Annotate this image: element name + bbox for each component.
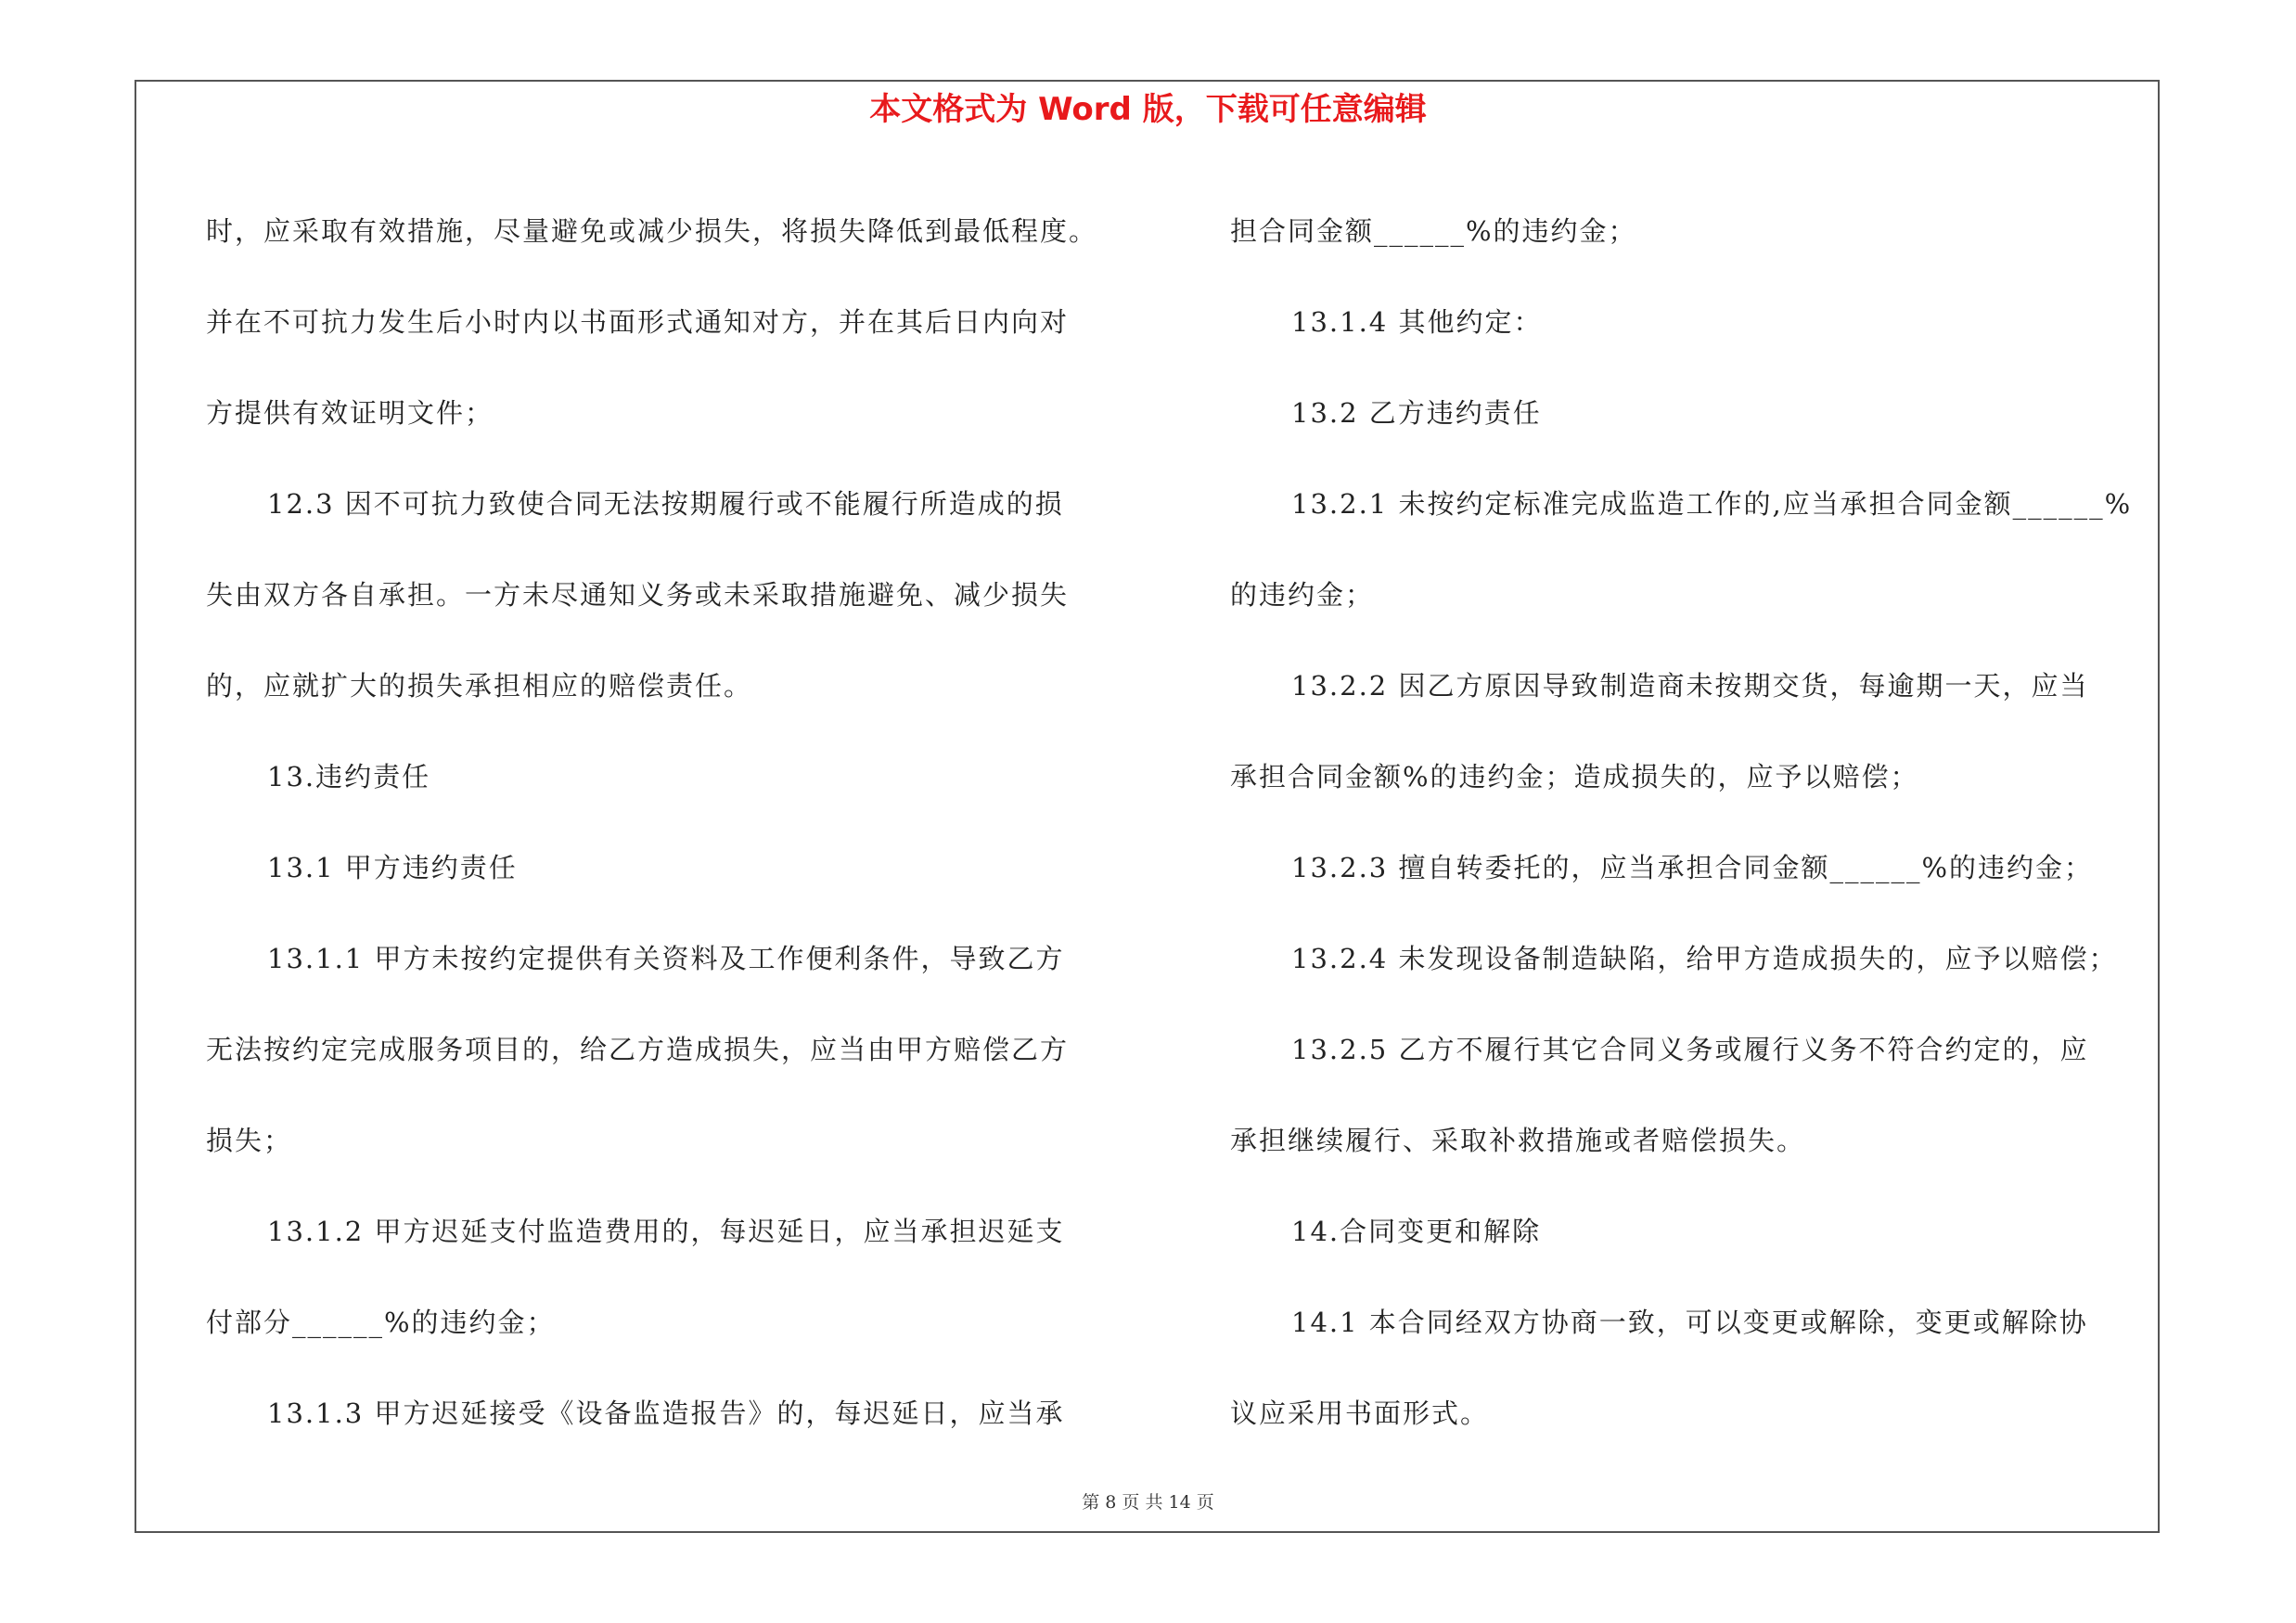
paragraph-line: 的违约金； bbox=[1230, 579, 1375, 611]
paragraph-line: 损失； bbox=[206, 1125, 293, 1156]
clause-13-1-3-line: 13.1.3 甲方迟延接受《设备监造报告》的，每迟延日，应当承 bbox=[267, 1398, 1065, 1429]
paragraph-line: 议应采用书面形式。 bbox=[1230, 1398, 1490, 1429]
editable-notice-banner: 本文格式为 Word 版，下载可任意编辑 bbox=[869, 91, 1427, 128]
clause-13-1-4-line: 13.1.4 其他约定： bbox=[1291, 306, 1543, 338]
paragraph-line: 无法按约定完成服务项目的，给乙方造成损失，应当由甲方赔偿乙方 bbox=[206, 1034, 1070, 1065]
paragraph-line: 失由双方各自承担。一方未尽通知义务或未采取措施避免、减少损失 bbox=[206, 579, 1070, 611]
clause-14-1-line: 14.1 本合同经双方协商一致，可以变更或解除，变更或解除协 bbox=[1291, 1307, 2088, 1338]
clause-13-2-heading: 13.2 乙方违约责任 bbox=[1291, 397, 1542, 429]
paragraph-line: 担合同金额______%的违约金； bbox=[1230, 215, 1637, 247]
clause-13-2-1-line: 13.2.1 未按约定标准完成监造工作的,应当承担合同金额______% bbox=[1291, 488, 2133, 520]
clause-13-1-heading: 13.1 甲方违约责任 bbox=[267, 852, 518, 883]
page-number-footer: 第 8 页 共 14 页 bbox=[1082, 1492, 1214, 1513]
clause-13-1-1-line: 13.1.1 甲方未按约定提供有关资料及工作便利条件，导致乙方 bbox=[267, 943, 1065, 974]
clause-12-3-line: 12.3 因不可抗力致使合同无法按期履行或不能履行所造成的损 bbox=[267, 488, 1064, 520]
paragraph-line: 付部分______%的违约金； bbox=[206, 1307, 556, 1338]
section-13-heading: 13.违约责任 bbox=[267, 761, 431, 792]
paragraph-line: 承担合同金额%的违约金；造成损失的，应予以赔偿； bbox=[1230, 761, 1919, 792]
right-text-column bbox=[1230, 186, 2167, 1459]
clause-13-2-3-line: 13.2.3 擅自转委托的，应当承担合同金额______%的违约金； bbox=[1291, 852, 2094, 883]
clause-13-2-2-line: 13.2.2 因乙方原因导致制造商未按期交货，每逾期一天，应当 bbox=[1291, 670, 2089, 702]
section-14-heading: 14.合同变更和解除 bbox=[1291, 1216, 1542, 1247]
clause-13-2-4-line: 13.2.4 未发现设备制造缺陷，给甲方造成损失的，应予以赔偿； bbox=[1291, 943, 2118, 974]
left-text-column bbox=[206, 186, 1152, 1459]
clause-13-2-5-line: 13.2.5 乙方不履行其它合同义务或履行义务不符合约定的，应 bbox=[1291, 1034, 2089, 1065]
paragraph-line: 的，应就扩大的损失承担相应的赔偿责任。 bbox=[206, 670, 753, 702]
paragraph-line: 并在不可抗力发生后小时内以书面形式通知对方，并在其后日内向对 bbox=[206, 306, 1070, 338]
paragraph-line: 方提供有效证明文件； bbox=[206, 397, 494, 429]
paragraph-line: 承担继续履行、采取补救措施或者赔偿损失。 bbox=[1230, 1125, 1806, 1156]
clause-13-1-2-line: 13.1.2 甲方迟延支付监造费用的，每迟延日，应当承担迟延支 bbox=[267, 1216, 1065, 1247]
paragraph-line: 时，应采取有效措施，尽量避免或减少损失，将损失降低到最低程度。 bbox=[206, 215, 1098, 247]
